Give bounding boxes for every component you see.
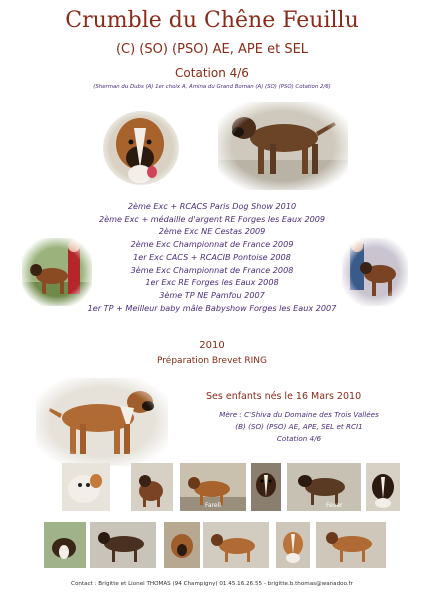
contact-info: Contact : Brigitte et Lionel THOMAS (94 Champigny) 01.45.16.26.55 - brigitte.b.thomas@wanadoo.fr xyxy=(71,581,353,587)
year-label: 2010 xyxy=(199,340,225,351)
puppy-thumbnail-fever xyxy=(287,463,361,511)
puppy-thumbnail xyxy=(131,463,173,511)
puppy-thumbnail xyxy=(164,522,200,568)
puppy-thumbnail xyxy=(316,522,386,568)
puppy-thumbnail xyxy=(251,463,281,511)
award-item: 2ème Exc + médaille d'argent RE Forges les Eaux 2009 xyxy=(98,213,326,224)
mother-line: Mère : C'Shiva du Domaine des Trois Vallées xyxy=(219,410,379,419)
award-item: 1er TP + Meilleur baby mâle Babyshow Forges les Eaux 2007 xyxy=(87,302,337,313)
mother-line: Cotation 4/6 xyxy=(276,434,322,443)
award-item: 3ème Exc Championnat de France 2008 xyxy=(130,264,294,275)
puppy-thumbnail xyxy=(366,463,400,511)
titles-subtitle: (C) (SO) (PSO) AE, APE et SEL xyxy=(115,42,309,57)
mother-line: (B) (SO) (PSO) AE, APE, SEL et RCI1 xyxy=(235,422,363,431)
cotation-label: Cotation 4/6 xyxy=(175,66,249,80)
award-item: 2ème Exc Championnat de France 2009 xyxy=(130,239,294,250)
puppy-thumbnail xyxy=(203,522,269,568)
preparation-label: Préparation Brevet RING xyxy=(157,356,267,366)
lineage-text: (Sherman du Dubs (A) 1er choix A, Amina du Grand Boman (A) (SO) (PSO) Cotation 2/6) xyxy=(93,84,331,90)
thumbnail-label-fever: Fever xyxy=(326,502,343,509)
page-title: Crumble du Chêne Feuillu xyxy=(65,8,359,33)
dog-standing-photo xyxy=(218,102,348,190)
puppy-thumbnail xyxy=(90,522,156,568)
puppy-thumbnail xyxy=(44,522,86,568)
thumbnail-label-farell: Farell xyxy=(205,502,221,509)
puppy-thumbnail xyxy=(62,463,110,511)
puppy-thumbnail xyxy=(276,522,310,568)
mother-info xyxy=(184,409,414,445)
pups-heading: Ses enfants nés le 16 Mars 2010 xyxy=(206,391,362,402)
dog-head-photo xyxy=(100,108,182,188)
dog-profile-photo xyxy=(36,378,168,466)
award-item: 2ème Exc + RCACS Paris Dog Show 2010 xyxy=(127,201,297,211)
award-item: 3ème TP NE Pamfou 2007 xyxy=(159,289,265,300)
awards-list xyxy=(60,200,364,314)
award-item: 1er Exc CACS + RCACIB Pontoise 2008 xyxy=(133,251,291,262)
award-item: 1er Exc RE Forges les Eaux 2008 xyxy=(145,277,279,288)
award-item: 2ème Exc NE Cestas 2009 xyxy=(158,226,266,237)
